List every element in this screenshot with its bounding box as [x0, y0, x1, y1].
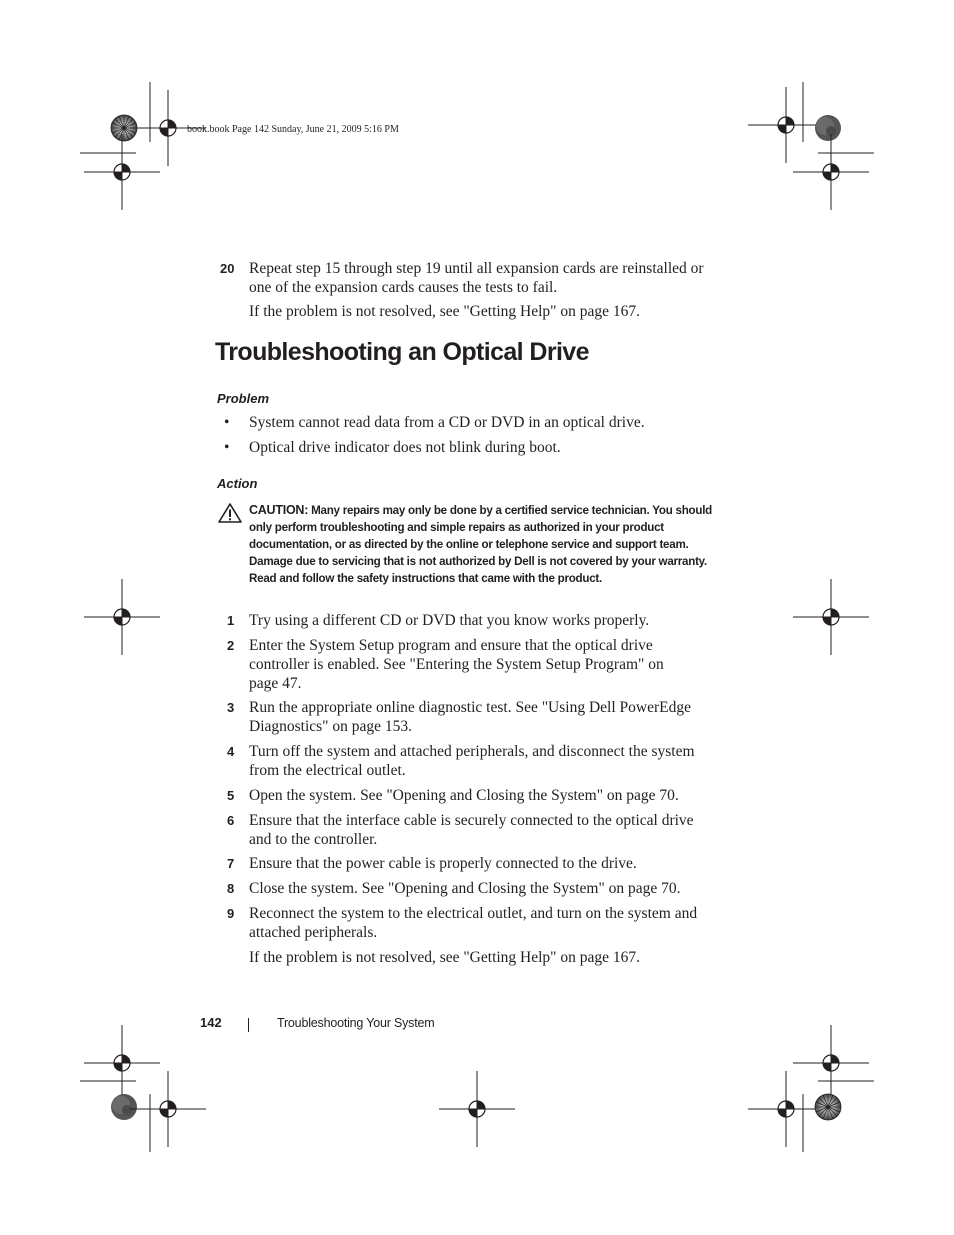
step-text: Close the system. See "Opening and Closing the System" on page 70. [249, 880, 681, 897]
crop-mark-bottom-right [748, 1071, 824, 1147]
caution-note [249, 502, 717, 587]
step-text: Ensure that the interface cable is securely connected to the optical drive and to the controller. [249, 812, 694, 848]
step-text: Try using a different CD or DVD that you know works properly. [249, 612, 650, 629]
footer-divider [248, 1018, 249, 1032]
problem-item: Optical drive indicator does not blink during boot. [249, 439, 561, 456]
followup-text: If the problem is not resolved, see "Getting Help" on page 167. [249, 949, 641, 966]
step-text: Open the system. See "Opening and Closing the System" on page 70. [249, 787, 679, 804]
step-number: 8 [227, 881, 235, 896]
step-number: 4 [227, 744, 235, 759]
caution-text: Many repairs may only be done by a certified service technician. You should only perform troubleshooting and simple repairs as authorized in your product documentation, or as directed by the online or telephone service and support team. Damage due to servicing that is not authorized by Dell is not covered by your warranty. Read and follow the safety instructions that came with the product. [249, 504, 712, 585]
step-number: 2 [227, 638, 235, 653]
registration-sunburst-bottom-right [815, 1094, 841, 1120]
caution-warning-icon [217, 502, 243, 524]
crop-mark-right-lower [793, 1025, 869, 1101]
registration-dark-top-right [815, 115, 841, 141]
step-text: Run the appropriate online diagnostic test. See "Using Dell PowerEdge Diagnostics" on page 153. [249, 699, 691, 735]
crop-mark-left-upper [84, 134, 160, 210]
action-heading: Action [217, 476, 258, 491]
step-number: 1 [227, 613, 235, 628]
bullet-icon: • [224, 439, 230, 456]
step-number: 5 [227, 788, 235, 803]
crop-mark-left-middle [84, 579, 160, 655]
step-text: Enter the System Setup program and ensure that the optical drive controller is enabled. See "Entering the System Setup Program" on page 47. [249, 637, 664, 692]
crop-mark-left-lower [84, 1025, 160, 1101]
step-text: Repeat step 15 through step 19 until all expansion cards are reinstalled or one of the expansion cards causes the tests to fail. [249, 260, 704, 296]
problem-heading: Problem [217, 391, 270, 406]
step-text: Ensure that the power cable is properly connected to the drive. [249, 855, 637, 872]
step-number: 6 [227, 813, 235, 828]
step-text: Reconnect the system to the electrical outlet, and turn on the system and attached peripherals. [249, 905, 698, 941]
step-text: Turn off the system and attached peripherals, and disconnect the system from the electrical outlet. [249, 743, 695, 779]
registration-dark-bottom-left [111, 1094, 137, 1120]
bullet-icon: • [224, 414, 230, 431]
crop-mark-right-middle [793, 579, 869, 655]
step-number: 20 [220, 261, 235, 276]
problem-item: System cannot read data from a CD or DVD in an optical drive. [249, 414, 645, 431]
section-title: Troubleshooting an Optical Drive [215, 338, 589, 366]
crop-mark-bottom-center [439, 1071, 515, 1147]
chapter-title: Troubleshooting Your System [277, 1016, 435, 1030]
file-info-header: book.book Page 142 Sunday, June 21, 2009 5:16 PM [187, 124, 399, 135]
crop-mark-top-right [748, 87, 824, 163]
caution-label: CAUTION: [249, 503, 309, 517]
step-number: 7 [227, 856, 235, 871]
crop-mark-right-upper [793, 134, 869, 210]
page-number: 142 [200, 1015, 222, 1030]
step-number: 3 [227, 700, 235, 715]
step-number: 9 [227, 906, 235, 921]
followup-text: If the problem is not resolved, see "Getting Help" on page 167. [249, 303, 641, 320]
crop-mark-bottom-left [130, 1071, 206, 1147]
